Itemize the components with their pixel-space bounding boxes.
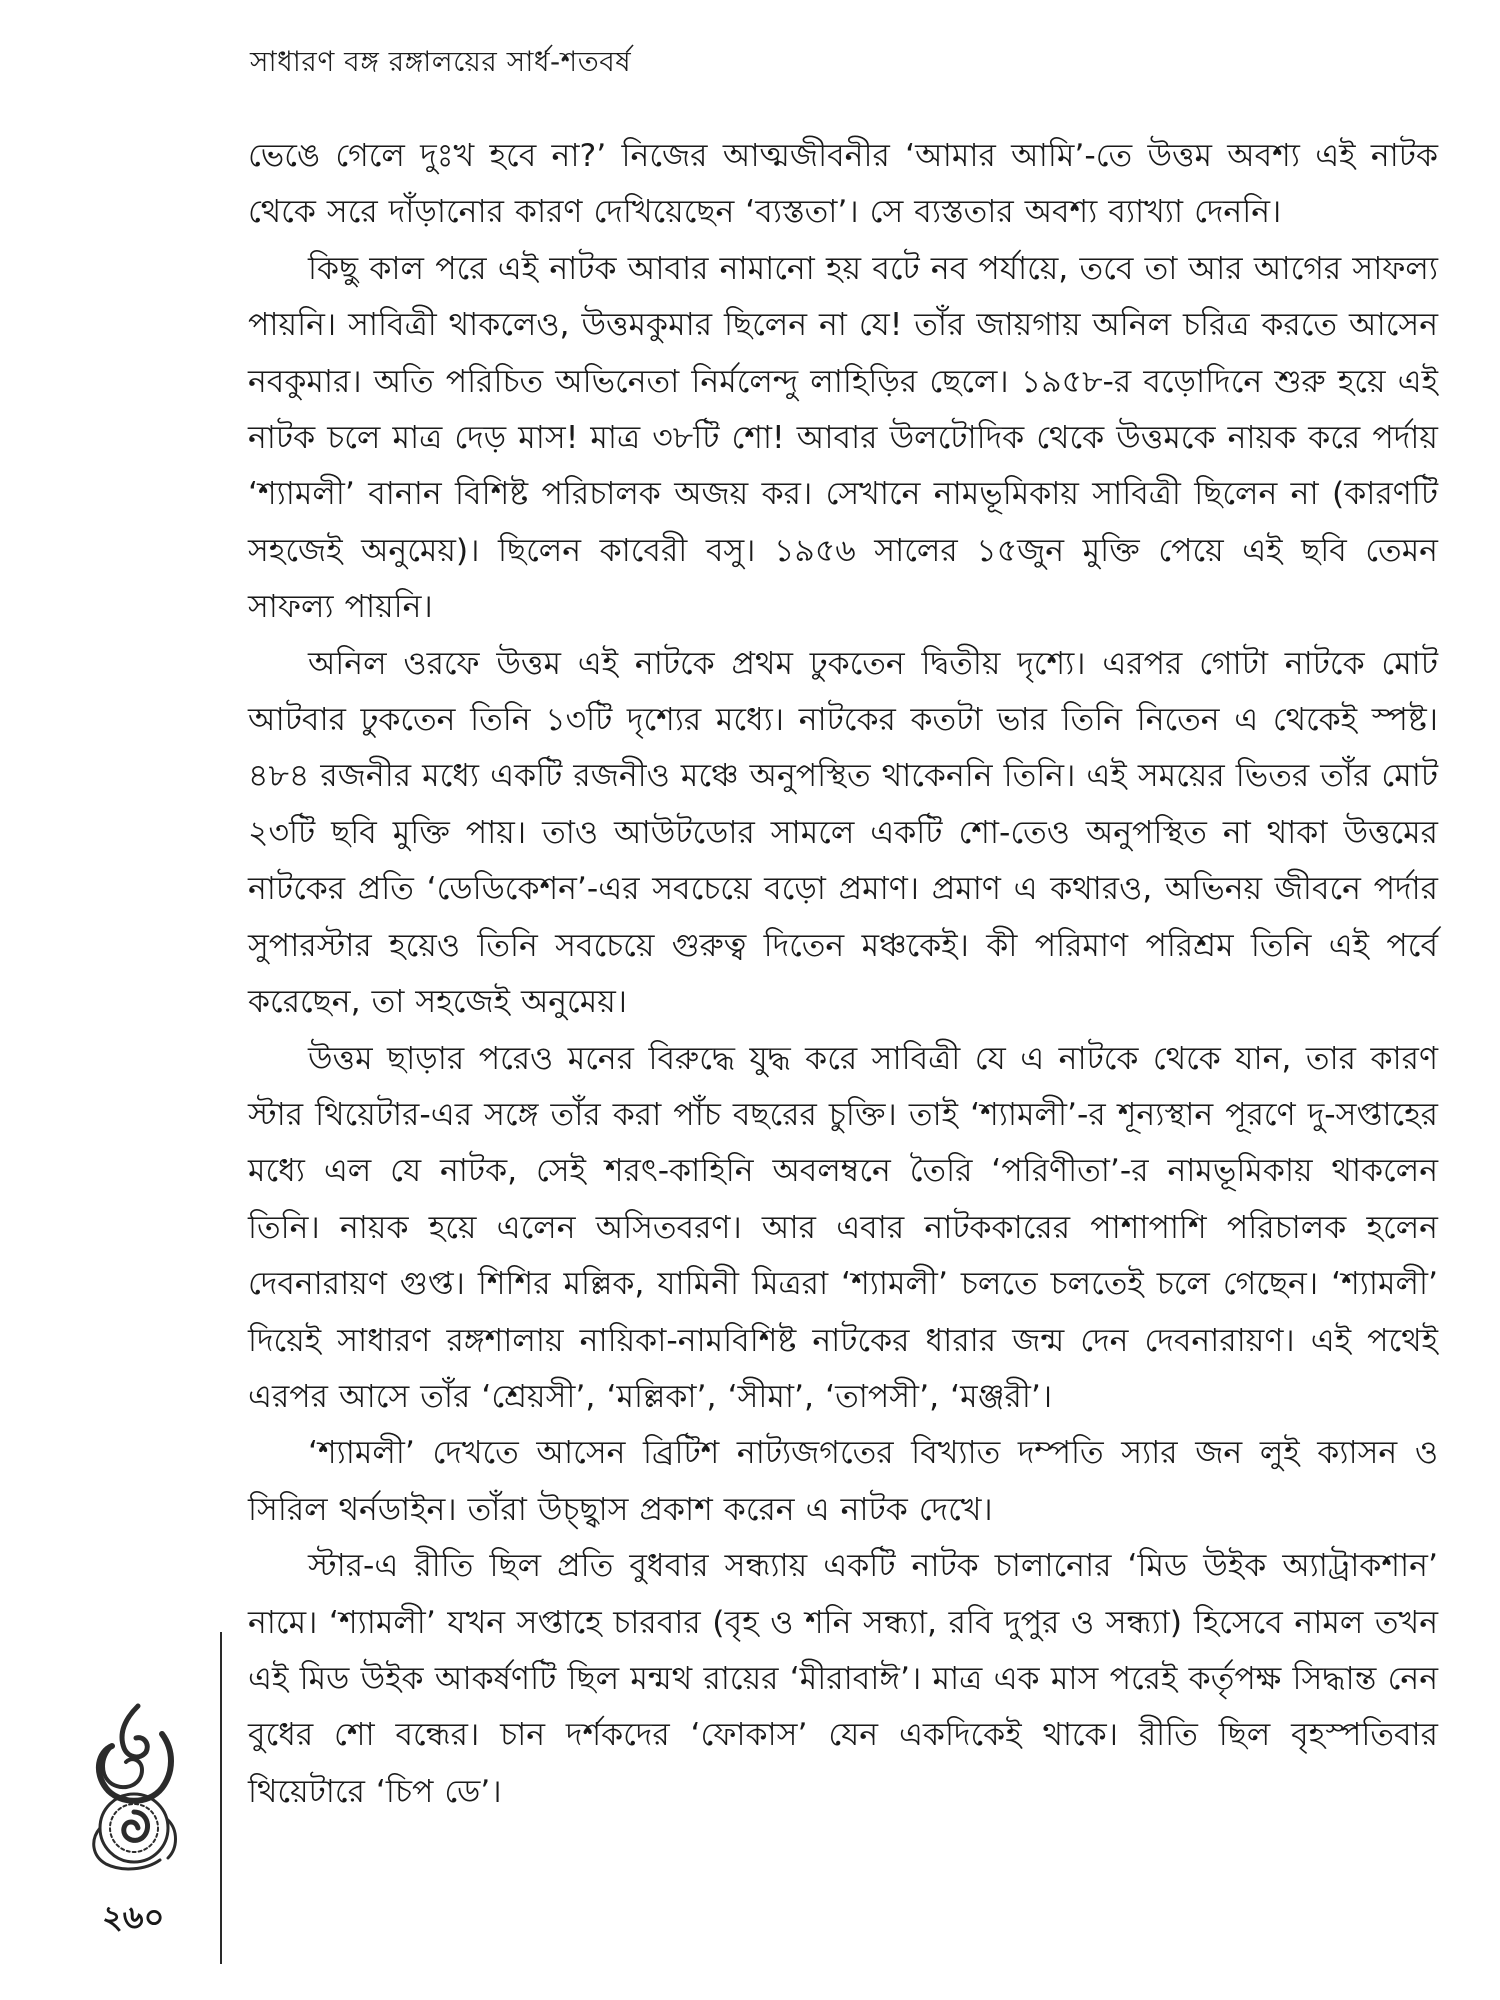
paragraph-6: স্টার-এ রীতি ছিল প্রতি বুধবার সন্ধ্যায় একটি নাটক চালানোর ‘মিড উইক অ্যাট্রাকশান’ নামে। ‘শ্যামলী’ যখন সপ্তাহে চারবার (বৃহ ও শনি সন্ধ্যা, রবি দুপুর ও সন্ধ্যা) হিসেবে নামল তখন এই মিড উইক আকর্ষণটি ছিল মন্মথ রায়ের ‘মীরাবাঈ’। মাত্র এক মাস পরেই কর্তৃপক্ষ সিদ্ধান্ত নেন বুধের শো বন্ধের। চান দর্শকদের ‘ফোকাস’ যেন একদিকেই থাকে। রীতি ছিল বৃহস্পতিবার থিয়েটারে ‘চিপ ডে’।: [248, 1548, 1438, 1810]
running-title: সাধারণ বঙ্গ রঙ্গালয়ের সার্ধ-শতবর্ষ: [250, 45, 632, 78]
decorative-ornament-icon: [78, 1700, 190, 1875]
page-number: ২৬০: [102, 1898, 165, 1936]
paragraph-2: কিছু কাল পরে এই নাটক আবার নামানো হয় বটে নব পর্যায়ে, তবে তা আর আগের সাফল্য পায়নি। সাবিত্রী থাকলেও, উত্তমকুমার ছিলেন না যে! তাঁর জায়গায় অনিল চরিত্র করতে আসেন নবকুমার। অতি পরিচিত অভিনেতা নির্মলেন্দু লাহিড়ির ছেলে। ১৯৫৮-র বড়োদিনে শুরু হয়ে এই নাটক চলে মাত্র দেড় মাস! মাত্র ৩৮টি শো! আবার উলটোদিক থেকে উত্তমকে নায়ক করে পর্দায় ‘শ্যামলী’ বানান বিশিষ্ট পরিচালক অজয় কর। সেখানে নামভূমিকায় সাবিত্রী ছিলেন না (কারণটি সহজেই অনুমেয়)। ছিলেন কাবেরী বসু। ১৯৫৬ সালের ১৫জুন মুক্তি পেয়ে এই ছবি তেমন সাফল্য পায়নি।: [248, 250, 1438, 626]
margin-rule: [220, 1632, 222, 1964]
paragraph-4: উত্তম ছাড়ার পরেও মনের বিরুদ্ধে যুদ্ধ করে সাবিত্রী যে এ নাটকে থেকে যান, তার কারণ স্টার থিয়েটার-এর সঙ্গে তাঁর করা পাঁচ বছরের চুক্তি। তাই ‘শ্যামলী’-র শূন্যস্থান পূরণে দু-সপ্তাহের মধ্যে এল যে নাটক, সেই শরৎ-কাহিনি অবলম্বনে তৈরি ‘পরিণীতা’-র নামভূমিকায় থাকলেন তিনি। নায়ক হয়ে এলেন অসিতবরণ। আর এবার নাটককারের পাশাপাশি পরিচালক হলেন দেবনারায়ণ গুপ্ত। শিশির মল্লিক, যামিনী মিত্ররা ‘শ্যামলী’ চলতে চলতেই চলে গেছেন। ‘শ্যামলী’ দিয়েই সাধারণ রঙ্গশালায় নায়িকা-নামবিশিষ্ট নাটকের ধারার জন্ম দেন দেবনারায়ণ। এই পথেই এরপর আসে তাঁর ‘শ্রেয়সী’, ‘মল্লিকা’, ‘সীমা’, ‘তাপসী’, ‘মঞ্জরী’।: [248, 1040, 1438, 1415]
paragraph-3: অনিল ওরফে উত্তম এই নাটকে প্রথম ঢুকতেন দ্বিতীয় দৃশ্যে। এরপর গোটা নাটকে মোট আটবার ঢুকতেন তিনি ১৩টি দৃশ্যের মধ্যে। নাটকের কতটা ভার তিনি নিতেন এ থেকেই স্পষ্ট। ৪৮৪ রজনীর মধ্যে একটি রজনীও মঞ্চে অনুপস্থিত থাকেননি তিনি। এই সময়ের ভিতর তাঁর মোট ২৩টি ছবি মুক্তি পায়। তাও আউটডোর সামলে একটি শো-তেও অনুপস্থিত না থাকা উত্তমের নাটকের প্রতি ‘ডেডিকেশন’-এর সবচেয়ে বড়ো প্রমাণ। প্রমাণ এ কথারও, অভিনয় জীবনে পর্দার সুপারস্টার হয়েও তিনি সবচেয়ে গুরুত্ব দিতেন মঞ্চকেই। কী পরিমাণ পরিশ্রম তিনি এই পর্বে করেছেন, তা সহজেই অনুমেয়।: [248, 645, 1438, 1021]
paragraph-5: ‘শ্যামলী’ দেখতে আসেন ব্রিটিশ নাট্যজগতের বিখ্যাত দম্পতি স্যার জন লুই ক্যাসন ও সিরিল থর্নডাইন। তাঁরা উচ্ছ্বাস প্রকাশ করেন এ নাটক দেখে।: [248, 1435, 1438, 1528]
paragraph-1: ভেঙে গেলে দুঃখ হবে না?’ নিজের আত্মজীবনীর ‘আমার আমি’-তে উত্তম অবশ্য এই নাটক থেকে সরে দাঁড়ানোর কারণ দেখিয়েছেন ‘ব্যস্ততা’। সে ব্যস্ততার অবশ্য ব্যাখ্যা দেননি।: [248, 138, 1438, 231]
body-text: [248, 128, 1438, 1820]
